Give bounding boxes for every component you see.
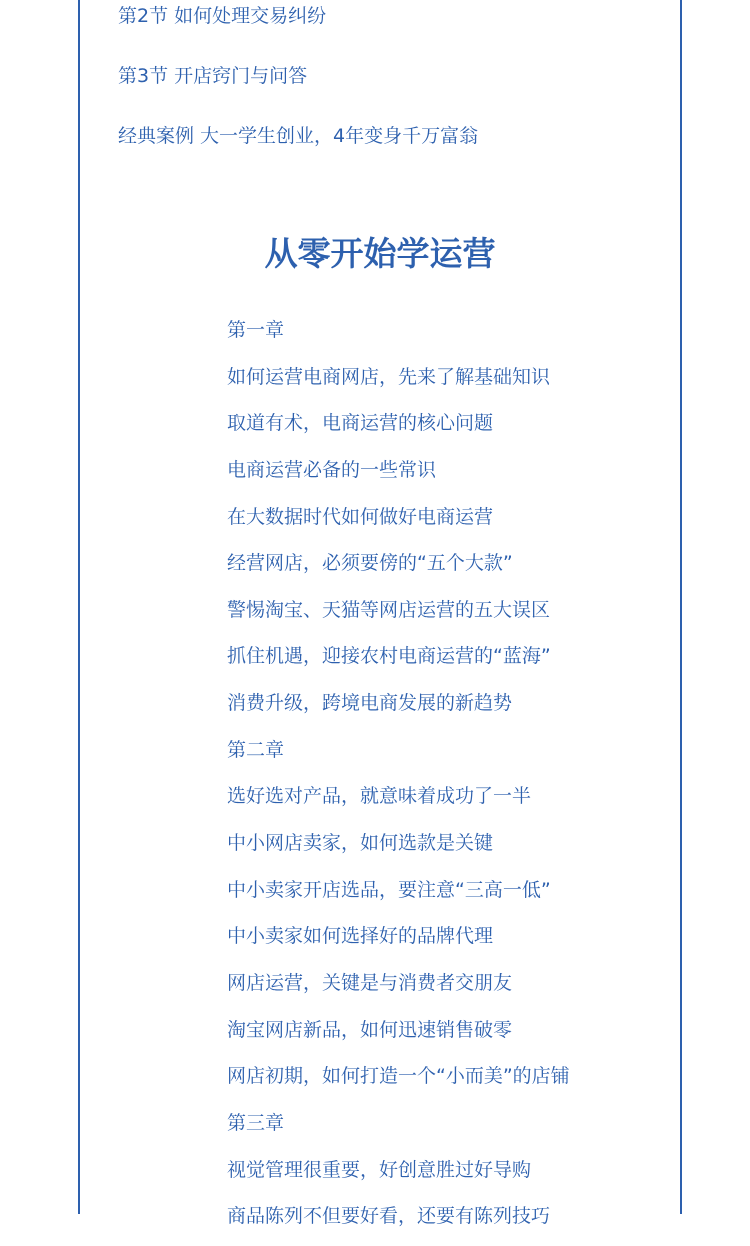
book-title: 从零开始学运营 bbox=[264, 234, 496, 273]
toc-item[interactable]: 中小卖家开店选品，要注意“三高一低” bbox=[227, 878, 551, 901]
chapter-heading[interactable]: 第二章 bbox=[227, 738, 285, 761]
toc-item[interactable]: 第3节 开店窍门与问答 bbox=[118, 65, 308, 87]
chapter-heading[interactable]: 第三章 bbox=[227, 1111, 285, 1134]
toc-item[interactable]: 电商运营必备的一些常识 bbox=[227, 458, 437, 481]
toc-item[interactable]: 消费升级，跨境电商发展的新趋势 bbox=[227, 692, 513, 715]
toc-item[interactable]: 中小卖家如何选择好的品牌代理 bbox=[227, 925, 494, 948]
table-of-contents bbox=[227, 313, 667, 1246]
toc-item[interactable]: 网店初期，如何打造一个“小而美”的店铺 bbox=[227, 1065, 570, 1088]
toc-item[interactable]: 商品陈列不但要好看，还要有陈列技巧 bbox=[227, 1205, 551, 1228]
toc-item[interactable]: 淘宝网店新品，如何迅速销售破零 bbox=[227, 1018, 513, 1041]
toc-item[interactable]: 网店运营，关键是与消费者交朋友 bbox=[227, 971, 513, 994]
toc-item[interactable]: 中小网店卖家，如何选款是关键 bbox=[227, 832, 494, 855]
toc-item[interactable]: 视觉管理很重要，好创意胜过好导购 bbox=[227, 1158, 532, 1181]
toc-item[interactable]: 经营网店，必须要傍的“五个大款” bbox=[227, 552, 513, 575]
toc-item[interactable]: 取道有术，电商运营的核心问题 bbox=[227, 412, 494, 435]
chapter-heading[interactable]: 第一章 bbox=[227, 319, 285, 341]
toc-item[interactable]: 警惕淘宝、天猫等网店运营的五大误区 bbox=[227, 598, 551, 621]
toc-item[interactable]: 第2节 如何处理交易纠纷 bbox=[118, 5, 327, 27]
toc-item[interactable]: 如何运营电商网店，先来了解基础知识 bbox=[227, 365, 551, 388]
toc-item[interactable]: 经典案例 大一学生创业，4年变身千万富翁 bbox=[118, 125, 479, 147]
toc-item[interactable]: 在大数据时代如何做好电商运营 bbox=[227, 505, 494, 528]
toc-item[interactable]: 选好选对产品，就意味着成功了一半 bbox=[227, 785, 532, 808]
toc-item[interactable]: 抓住机遇，迎接农村电商运营的“蓝海” bbox=[227, 645, 551, 668]
